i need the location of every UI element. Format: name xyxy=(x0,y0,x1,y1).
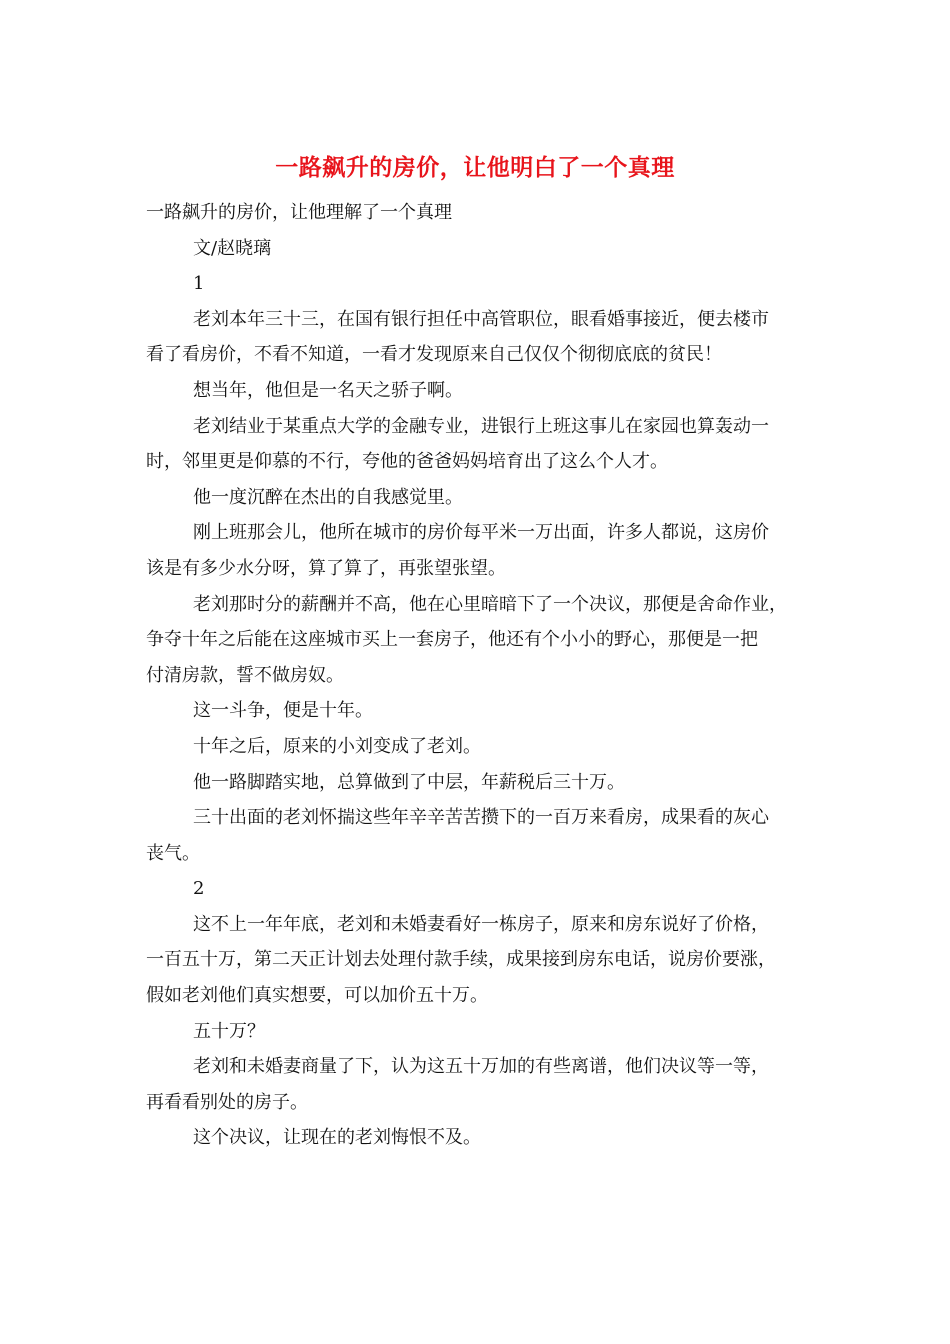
paragraph-line: 这不上一年年底，老刘和未婚妻看好一栋房子，原来和房东说好了价格， xyxy=(193,913,769,935)
paragraph-line: 三十出面的老刘怀揣这些年辛辛苦苦攒下的一百万来看房，成果看的灰心 xyxy=(193,807,769,829)
paragraph-line: 老刘和未婚妻商量了下，认为这五十万加的有些离谱，他们决议等一等， xyxy=(193,1056,769,1078)
paragraph-line: 丧气。 xyxy=(146,842,200,864)
paragraph-line: 老刘那时分的薪酬并不高，他在心里暗暗下了一个决议，那便是舍命作业， xyxy=(193,593,787,615)
paragraph-line: 假如老刘他们真实想要，可以加价五十万。 xyxy=(146,985,488,1007)
paragraph-line: 老刘本年三十三，在国有银行担任中高管职位，眼看婚事接近，便去楼市 xyxy=(193,308,769,330)
paragraph-line: 老刘结业于某重点大学的金融专业，进银行上班这事儿在家园也算轰动一 xyxy=(193,415,769,437)
paragraph-line: 看了看房价，不看不知道，一看才发现原来自己仅仅个彻彻底底的贫民！ xyxy=(146,344,722,366)
paragraph-line: 时，邻里更是仰慕的不行，夸他的爸爸妈妈培育出了这么个人才。 xyxy=(146,451,668,473)
paragraph-line: 1 xyxy=(193,273,205,295)
paragraph-line: 一路飙升的房价，让他理解了一个真理 xyxy=(146,202,452,223)
paragraph-line: 五十万？ xyxy=(193,1020,265,1042)
article-body xyxy=(146,195,816,1156)
paragraph-line: 想当年，他但是一名天之骄子啊。 xyxy=(193,379,463,401)
paragraph-line: 再看看别处的房子。 xyxy=(146,1091,308,1113)
paragraph-line: 他一路脚踏实地，总算做到了中层，年薪税后三十万。 xyxy=(193,771,625,793)
paragraph-line: 一百五十万，第二天正计划去处理付款手续，成果接到房东电话，说房价要涨， xyxy=(146,949,776,971)
paragraph-line: 他一度沉醉在杰出的自我感觉里。 xyxy=(193,486,463,508)
paragraph-line: 这一斗争，便是十年。 xyxy=(193,700,373,722)
paragraph-line: 刚上班那会儿，他所在城市的房价每平米一万出面，许多人都说，这房价 xyxy=(193,522,769,544)
paragraph-line: 这个决议，让现在的老刘悔恨不及。 xyxy=(193,1127,481,1149)
paragraph-line: 争夺十年之后能在这座城市买上一套房子，他还有个小小的野心，那便是一把 xyxy=(146,629,758,651)
paragraph-line: 2 xyxy=(193,878,205,900)
paragraph-line: 十年之后，原来的小刘变成了老刘。 xyxy=(193,735,481,757)
paragraph-line: 文/赵晓璃 xyxy=(193,237,272,259)
paragraph-line: 付清房款，誓不做房奴。 xyxy=(146,664,344,686)
paragraph-line: 该是有多少水分呀，算了算了，再张望张望。 xyxy=(146,557,506,579)
page-title: 一路飙升的房价，让他明白了一个真理 xyxy=(275,154,675,181)
